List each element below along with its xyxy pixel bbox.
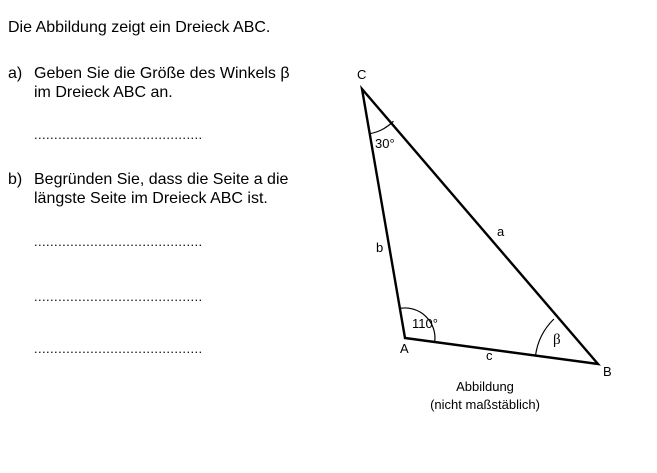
answer-line-b-2[interactable]: .......................................... xyxy=(34,289,203,304)
side-label-b: b xyxy=(376,240,384,255)
vertex-label-b: B xyxy=(603,364,612,379)
task-b-line-1: Begründen Sie, dass die Seite a die xyxy=(34,171,289,188)
task-a-line-1: Geben Sie die Größe des Winkels β xyxy=(34,65,290,82)
task-b-line-2: längste Seite im Dreieck ABC ist. xyxy=(34,190,268,207)
answer-line-a[interactable]: .......................................... xyxy=(34,127,203,142)
task-a-marker: a) xyxy=(8,65,23,82)
side-label-c: c xyxy=(486,348,493,363)
answer-line-b-1[interactable]: .......................................... xyxy=(34,234,203,249)
vertex-label-a: A xyxy=(400,341,409,356)
angle-label-c: 30° xyxy=(375,136,395,151)
triangle-abc xyxy=(362,89,598,364)
figure-caption-title: Abbildung xyxy=(456,379,514,394)
task-b-marker: b) xyxy=(8,171,23,188)
angle-label-b: β xyxy=(553,332,561,348)
side-label-a: a xyxy=(497,224,505,239)
angle-label-a: 110° xyxy=(412,316,438,331)
intro-text: Die Abbildung zeigt ein Dreieck ABC. xyxy=(8,19,271,36)
task-a-line-2: im Dreieck ABC an. xyxy=(34,84,173,101)
angle-arc-b xyxy=(536,319,554,356)
vertex-label-c: C xyxy=(357,67,367,82)
answer-line-b-3[interactable]: .......................................... xyxy=(34,341,203,356)
figure-caption-note: (nicht maßstäblich) xyxy=(430,397,540,412)
